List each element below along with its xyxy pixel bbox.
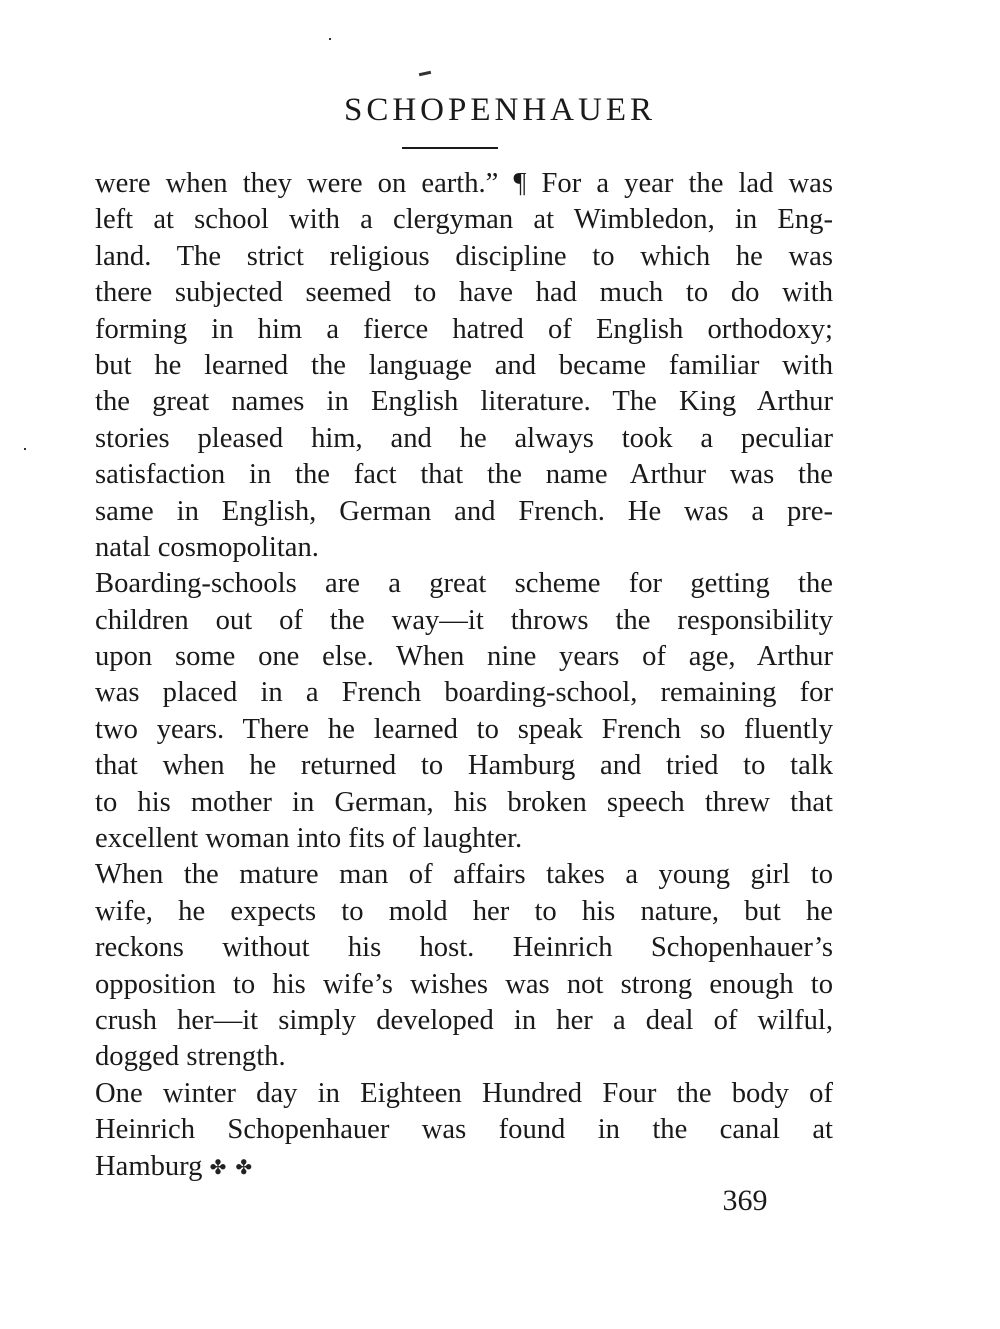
leaf-ornament-icon: ✤ ✤ bbox=[209, 1156, 255, 1179]
text-line: there subjected seemed to have had much to do with bbox=[95, 277, 833, 309]
text-line: wife, he expects to mold her to his nature, but he bbox=[95, 895, 833, 927]
text-line: left at school with a clergyman at Wimbledon, in Eng- bbox=[95, 204, 833, 236]
text-line: When the mature man of affairs takes a young girl to bbox=[95, 859, 833, 891]
text-line: the great names in English literature. The King Arthur bbox=[95, 386, 833, 418]
text-line: two years. There he learned to speak French so fluently bbox=[95, 713, 833, 745]
paragraph-1 bbox=[95, 166, 833, 566]
page-number: 369 bbox=[722, 1184, 768, 1217]
scan-speck bbox=[419, 71, 431, 76]
scan-speck bbox=[24, 448, 26, 450]
text-line: Boarding-schools are a great scheme for getting the bbox=[95, 568, 833, 600]
paragraph-2 bbox=[95, 566, 833, 857]
text-line: reckons without his host. Heinrich Schopenhauer’s bbox=[95, 932, 833, 964]
text-line: excellent woman into fits of laughter. bbox=[95, 823, 523, 855]
running-head-rule bbox=[402, 147, 498, 149]
text-line: satisfaction in the fact that the name Arthur was the bbox=[95, 459, 833, 491]
text-line: was placed in a French boarding-school, remaining for bbox=[95, 677, 833, 709]
text-line: but he learned the language and became familiar with bbox=[95, 349, 833, 381]
text-line: land. The strict religious discipline to which he was bbox=[95, 240, 833, 272]
text-line: forming in him a fierce hatred of English orthodoxy; bbox=[95, 313, 833, 345]
text-line-final bbox=[95, 1149, 833, 1185]
text-line: to his mother in German, his broken speech threw that bbox=[95, 786, 833, 818]
paragraph-3 bbox=[95, 857, 833, 1075]
text-line: dogged strength. bbox=[95, 1041, 286, 1073]
text-line: One winter day in Eighteen Hundred Four the body of bbox=[95, 1077, 833, 1109]
paragraph-4 bbox=[95, 1076, 833, 1185]
text-line: children out of the way—it throws the responsibility bbox=[95, 604, 833, 636]
scan-speck bbox=[329, 38, 331, 40]
text-line: opposition to his wife’s wishes was not strong enough to bbox=[95, 968, 833, 1000]
text-line: crush her—it simply developed in her a deal of wilful, bbox=[95, 1004, 833, 1036]
text-line: natal cosmopolitan. bbox=[95, 531, 319, 563]
text-line: upon some one else. When nine years of age, Arthur bbox=[95, 641, 833, 673]
text-line: that when he returned to Hamburg and tried to talk bbox=[95, 750, 833, 782]
text-line: were when they were on earth.” ¶ For a year the lad was bbox=[95, 168, 833, 199]
text-line: same in English, German and French. He was a pre- bbox=[95, 495, 833, 527]
final-line-text: Hamburg bbox=[95, 1150, 203, 1182]
running-head: SCHOPENHAUER bbox=[343, 92, 657, 128]
text-line: Heinrich Schopenhauer was found in the canal at bbox=[95, 1114, 833, 1146]
body-text bbox=[95, 166, 833, 1185]
text-line: stories pleased him, and he always took a peculiar bbox=[95, 422, 833, 454]
